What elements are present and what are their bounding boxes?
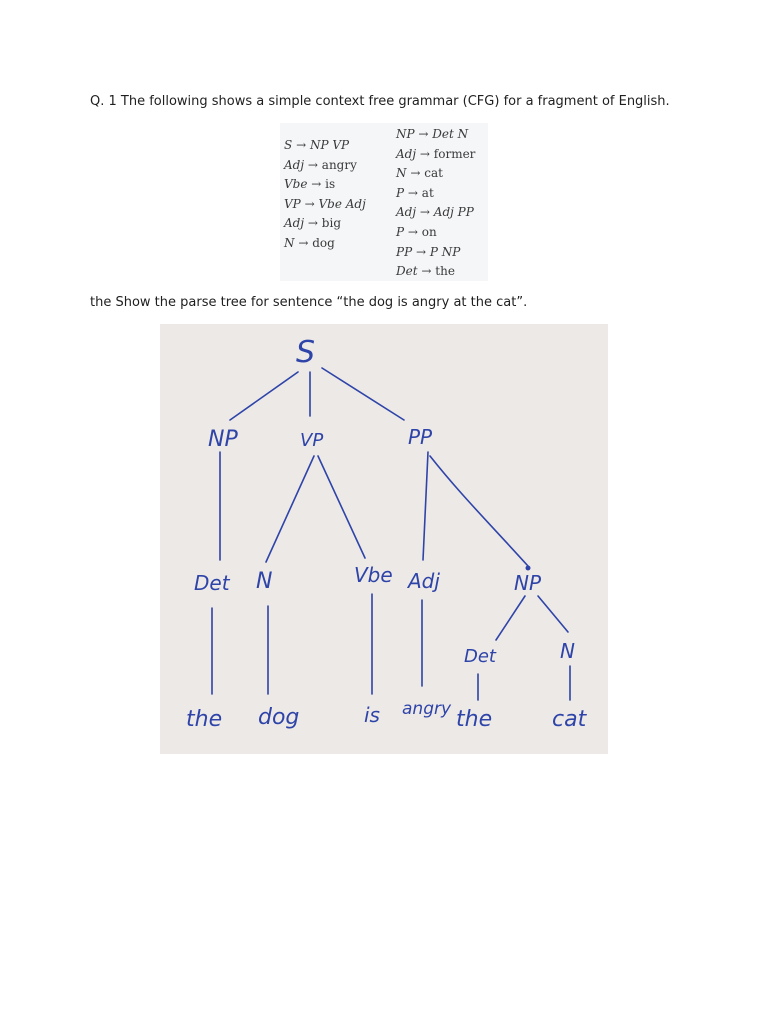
- node-pp: PP: [408, 425, 433, 449]
- parse-tree-drawing: [160, 324, 608, 754]
- left-rule: [284, 136, 366, 156]
- rule-arrow: →: [311, 177, 322, 192]
- node-n: N: [256, 569, 273, 594]
- rule-arrow: →: [421, 264, 432, 279]
- edge-pp-adj: [423, 452, 428, 560]
- rule-arrow: →: [419, 205, 430, 220]
- node-np2: NP: [514, 571, 542, 595]
- rule-lhs: Adj: [396, 146, 417, 161]
- left-rule: [284, 214, 366, 234]
- right-rule: [396, 145, 475, 165]
- rule-lhs: Adj: [284, 216, 305, 231]
- right-rule: [396, 243, 475, 263]
- rule-arrow: →: [415, 244, 427, 259]
- rule-rhs: Adj PP: [433, 205, 474, 220]
- rule-lhs: P: [396, 185, 405, 200]
- rule-arrow: →: [307, 216, 318, 231]
- edge-vp-vbe: [318, 456, 365, 558]
- right-rule: [396, 184, 475, 204]
- rule-arrow: →: [419, 146, 430, 161]
- rule-arrow: →: [298, 235, 309, 250]
- rule-arrow: →: [410, 166, 421, 181]
- word-cat: cat: [552, 707, 587, 732]
- node-n2: N: [560, 639, 575, 663]
- word-the-2: the: [456, 707, 493, 732]
- node-det2: Det: [464, 646, 496, 667]
- rule-rhs: Det N: [432, 127, 469, 141]
- rule-rhs: the: [435, 264, 455, 279]
- parse-tree-photo: [160, 324, 608, 754]
- right-rule: [396, 223, 475, 243]
- left-rule: [284, 175, 366, 195]
- rule-arrow: →: [304, 196, 315, 211]
- node-adj: Adj: [408, 569, 440, 593]
- left-rule: [284, 195, 366, 215]
- rule-rhs: dog: [312, 235, 335, 250]
- right-rule: [396, 203, 475, 223]
- rule-arrow: →: [296, 138, 307, 152]
- rule-rhs: P NP: [429, 244, 461, 259]
- edge-np2-n2: [538, 596, 568, 632]
- left-rule: [284, 156, 366, 176]
- word-is: is: [364, 703, 380, 727]
- rule-lhs: Det: [396, 264, 418, 279]
- rule-lhs: P: [396, 224, 405, 239]
- rule-lhs: NP: [396, 127, 415, 141]
- edge-s-np: [230, 372, 298, 420]
- rule-rhs: angry: [321, 157, 357, 172]
- rule-lhs: VP: [284, 196, 301, 211]
- node-vbe: Vbe: [354, 563, 393, 587]
- edge-vp-n: [266, 456, 314, 562]
- node-vp: VP: [300, 430, 324, 451]
- edge-s-pp: [322, 368, 404, 420]
- grammar-right-column: [396, 125, 475, 282]
- node-np: NP: [208, 427, 238, 452]
- rule-lhs: Vbe: [284, 177, 308, 192]
- rule-lhs: Adj: [396, 205, 417, 220]
- node-det: Det: [194, 571, 230, 595]
- rule-rhs: at: [421, 185, 434, 200]
- rule-rhs: big: [321, 216, 341, 231]
- question-text: Q. 1 The following shows a simple context free grammar (CFG) for a fragment of English.: [90, 94, 670, 109]
- word-angry: angry: [402, 699, 452, 719]
- rule-rhs: is: [325, 177, 336, 192]
- rule-lhs: Adj: [284, 157, 305, 172]
- rule-rhs: NP VP: [309, 138, 350, 152]
- ink-dot: [526, 566, 531, 571]
- rule-lhs: S: [284, 138, 293, 152]
- rule-rhs: on: [421, 224, 437, 239]
- rule-rhs: Vbe Adj: [318, 196, 366, 211]
- rule-arrow: →: [307, 157, 318, 172]
- word-the-1: the: [186, 707, 223, 732]
- rule-lhs: PP: [396, 244, 413, 259]
- instruction-text: the Show the parse tree for sentence “the dog is angry at the cat”.: [90, 295, 528, 310]
- right-rule: [396, 262, 475, 282]
- rule-arrow: →: [407, 185, 418, 200]
- edge-np2-det2: [496, 596, 525, 640]
- right-rule: [396, 125, 475, 145]
- rule-lhs: N: [284, 235, 295, 250]
- rule-rhs: cat: [424, 166, 443, 181]
- rule-arrow: →: [418, 127, 429, 141]
- tree-edges: [212, 368, 570, 700]
- grammar-rules-box: [280, 123, 488, 281]
- word-dog: dog: [258, 705, 300, 730]
- node-s: S: [296, 335, 316, 370]
- rule-arrow: →: [407, 224, 418, 239]
- left-rule: [284, 234, 366, 254]
- rule-rhs: former: [433, 146, 476, 161]
- right-rule: [396, 164, 475, 184]
- edge-pp-np2: [430, 456, 528, 566]
- grammar-left-column: [284, 136, 366, 254]
- rule-lhs: N: [396, 166, 407, 181]
